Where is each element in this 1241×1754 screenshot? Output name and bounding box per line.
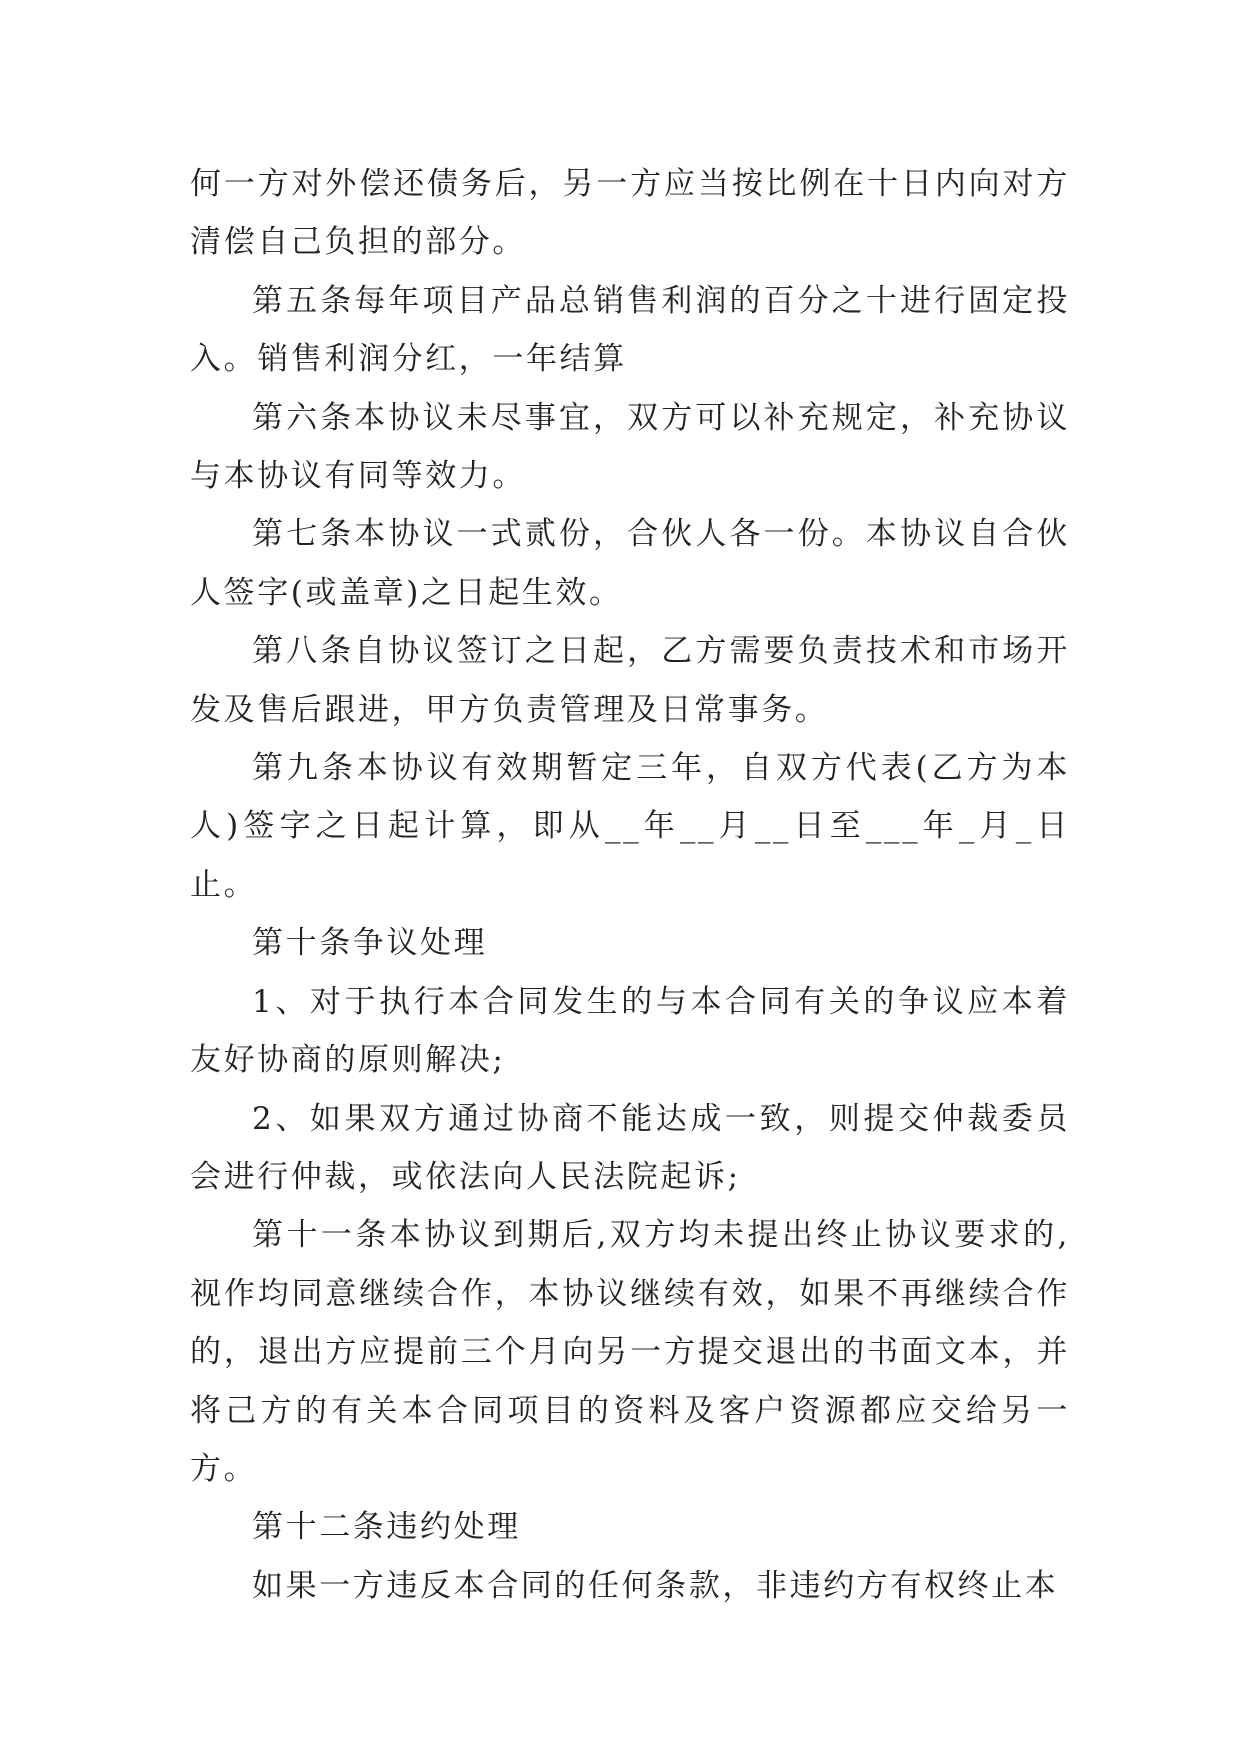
paragraph-article-6: 第六条本协议未尽事宜，双方可以补充规定，补充协议与本协议有同等效力。 <box>190 399 1070 495</box>
paragraph-debt-repayment: 何一方对外偿还债务后，另一方应当按比例在十日内向对方清偿自己负担的部分。 <box>190 166 1070 261</box>
paragraph-breach: 如果一方违反本合同的任何条款，非违约方有权终止本 <box>252 1567 1059 1604</box>
document-body <box>190 155 1070 1615</box>
paragraph-article-12-heading: 第十二条违约处理 <box>252 1509 521 1546</box>
paragraph-article-11: 第十一条本协议到期后,双方均未提出终止协议要求的,视作均同意继续合作，本协议继续有效，如果不再继续合作的，退出方应提前三个月向另一方提交退出的书面文本，并将己方的有关本合同项目的资料及客户资源都应交给另一方。 <box>190 1217 1070 1487</box>
paragraph-article-8: 第八条自协议签订之日起，乙方需要负责技术和市场开发及售后跟进，甲方负责管理及日常事务。 <box>190 633 1070 728</box>
paragraph-article-9: 第九条本协议有效期暂定三年，自双方代表(乙方为本人)签字之日起计算，即从__年__月__日至___年_月_日止。 <box>190 750 1070 903</box>
paragraph-article-5: 第五条每年项目产品总销售利润的百分之十进行固定投入。销售利润分红，一年结算 <box>190 282 1070 378</box>
paragraph-article-7: 第七条本协议一式贰份，合伙人各一份。本协议自合伙人签字(或盖章)之日起生效。 <box>190 516 1070 611</box>
paragraph-article-10-heading: 第十条争议处理 <box>252 925 488 962</box>
paragraph-dispute-item-1: 1、对于执行本合同发生的与本合同有关的争议应本着友好协商的原则解决; <box>190 983 1070 1079</box>
paragraph-dispute-item-2: 2、如果双方通过协商不能达成一致，则提交仲裁委员会进行仲裁，或依法向人民法院起诉; <box>190 1100 1070 1195</box>
